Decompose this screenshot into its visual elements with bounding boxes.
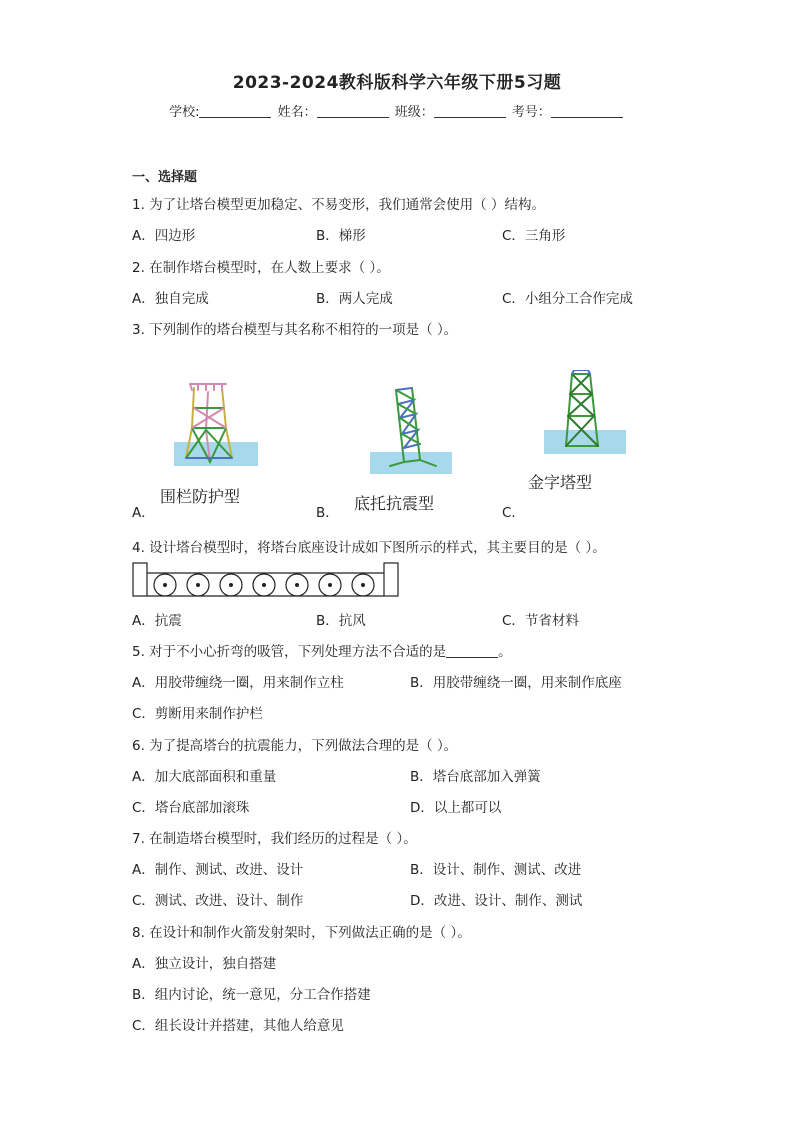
q6-option-c[interactable]: C．塔台底部加滚珠 [132, 800, 250, 816]
school-label: 学校: [169, 105, 200, 120]
q4-option-a[interactable]: A．抗震 [132, 613, 182, 629]
question-6: 6. 为了提高塔台的抗震能力，下列做法合理的是（ ）。 [132, 738, 458, 754]
q8-option-a[interactable]: A．独立设计，独自搭建 [132, 956, 277, 972]
q7-option-c[interactable]: C．测试、改进、设计、制作 [132, 893, 304, 909]
water-base [370, 452, 452, 474]
tower-b-caption: 底托抗震型 [354, 494, 435, 513]
base-right-block [384, 563, 398, 596]
student-info-row [0, 101, 794, 120]
name-label: 姓名： [277, 105, 317, 120]
tower-c-caption: 金字塔型 [528, 473, 593, 492]
exam-no-blank[interactable] [551, 105, 623, 118]
page-title: 2023-2024教科版科学六年级下册5习题 [232, 73, 562, 93]
tower-c-figure [544, 370, 628, 456]
q3-option-c[interactable]: C． [502, 505, 525, 521]
roller-center-dot [262, 583, 266, 587]
question-4: 4. 设计塔台模型时，将塔台底座设计成如下图所示的样式，其主要目的是（ ）。 [132, 540, 606, 556]
q4-option-b[interactable]: B．抗风 [316, 613, 366, 629]
question-2: 2. 在制作塔台模型时，在人数上要求（ ）。 [132, 260, 390, 276]
roller-center-dot [196, 583, 200, 587]
school-blank[interactable] [199, 105, 271, 118]
exam-no-label: 考号： [511, 105, 551, 120]
tower-b-figure [368, 384, 456, 476]
q2-option-c[interactable]: C．小组分工合作完成 [502, 291, 633, 307]
roller-balls [154, 574, 374, 596]
name-blank[interactable] [317, 105, 389, 118]
base-rollers-diagram [132, 562, 400, 598]
q7-option-a[interactable]: A．制作、测试、改进、设计 [132, 862, 304, 878]
q7-option-d[interactable]: D．改进、设计、制作、测试 [410, 893, 583, 909]
q8-option-b[interactable]: B．组内讨论，统一意见，分工合作搭建 [132, 987, 371, 1003]
q1-option-c[interactable]: C．三角形 [502, 228, 566, 244]
q7-option-b[interactable]: B．设计、制作、测试、改进 [410, 862, 582, 878]
q1-option-b[interactable]: B．梯形 [316, 228, 366, 244]
q3-option-b[interactable]: B． [316, 505, 339, 521]
q5-option-c[interactable]: C．剪断用来制作护栏 [132, 706, 263, 722]
question-8: 8. 在设计和制作火箭发射架时，下列做法正确的是（ ）。 [132, 925, 471, 941]
tower-a-caption: 围栏防护型 [160, 487, 241, 506]
question-5 [132, 640, 512, 660]
q2-option-a[interactable]: A．独自完成 [132, 291, 209, 307]
question-7: 7. 在制造塔台模型时，我们经历的过程是（ ）。 [132, 831, 417, 847]
question-5-end: 。 [498, 644, 512, 660]
q5-option-a[interactable]: A．用胶带缠绕一圈，用来制作立柱 [132, 675, 344, 691]
q6-option-a[interactable]: A．加大底部面积和重量 [132, 769, 277, 785]
question-1: 1. 为了让塔台模型更加稳定、不易变形，我们通常会使用（ ）结构。 [132, 197, 545, 213]
roller-center-dot [229, 583, 233, 587]
q1-option-a[interactable]: A．四边形 [132, 228, 196, 244]
q3-option-a[interactable]: A． [132, 505, 155, 521]
q4-option-c[interactable]: C．节省材料 [502, 613, 579, 629]
question-5-text: 5. 对于不小心折弯的吸管，下列处理方法不合适的是 [132, 644, 447, 660]
tower-a-figure [172, 378, 262, 470]
q2-option-b[interactable]: B．两人完成 [316, 291, 393, 307]
q6-option-b[interactable]: B．塔台底部加入弹簧 [410, 769, 541, 785]
class-blank[interactable] [434, 105, 506, 118]
question-3: 3. 下列制作的塔台模型与其名称不相符的一项是（ ）。 [132, 322, 458, 338]
q6-option-d[interactable]: D．以上都可以 [410, 800, 502, 816]
class-label: 班级： [394, 105, 434, 120]
base-left-block [133, 563, 147, 596]
section-title: 一、选择题 [132, 170, 198, 185]
roller-center-dot [295, 583, 299, 587]
roller-center-dot [361, 583, 365, 587]
roller-center-dot [163, 583, 167, 587]
q5-option-b[interactable]: B．用胶带缠绕一圈，用来制作底座 [410, 675, 622, 691]
question-5-blank[interactable] [446, 645, 498, 658]
roller-center-dot [328, 583, 332, 587]
q8-option-c[interactable]: C．组长设计并搭建，其他人给意见 [132, 1018, 344, 1034]
